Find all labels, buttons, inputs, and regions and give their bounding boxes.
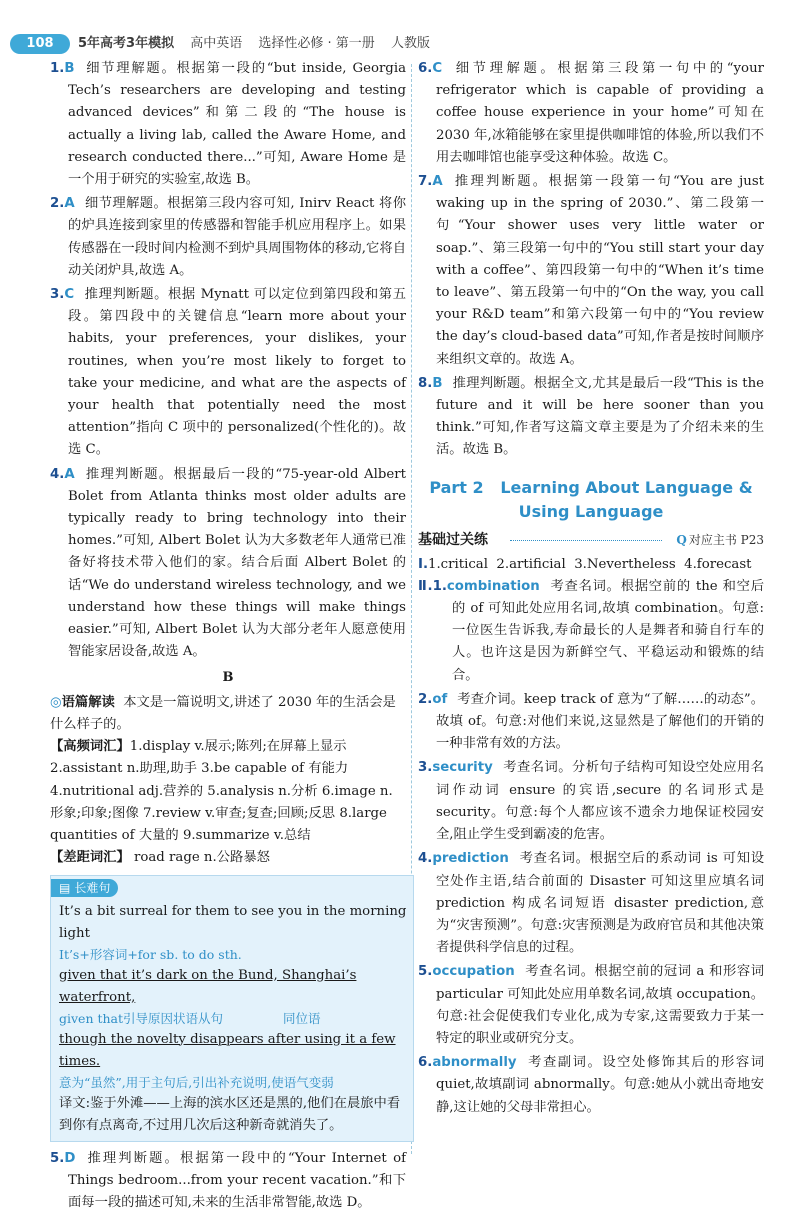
sentence-line-1: It’s a bit surreal for them to see you in the morning light — [59, 903, 407, 941]
page-header — [0, 30, 800, 58]
answer-1: 1.B 细节理解题。根据第一段的“but inside, Georgia Tech’s researchers are developing and testing advanced devices”和第二段的“The house is actually a living lab, called the Aware Home, and research conducted there...”可知, Aware Home 是一个用于研究的实验室,故选 B。 — [50, 61, 406, 188]
page-number: 108 — [10, 34, 70, 54]
sentence-line-2: given that it’s dark on the Bund, Shanghai’s waterfront, — [59, 967, 357, 1005]
edition: 人教版 — [390, 36, 430, 51]
sentence-note-2: given that引导原因状语从句 同位语 — [59, 1010, 321, 1026]
answer-4: 4.A 推理判断题。根据最后一段的“75-year-old Albert Bolet from Atlanta thinks most older adults are typically ready to bring technology into their homes.”可知, Albert Bolet 认为大多数老年人通常已准备好将技术带入他们的家。结合后面 Albert Bolet 的话“We do understand wireless technology, and we understand how these things will make things easier.”可知, Albert Bolet 认为大部分老年人愿意使用智能家居设备,故选 A。 — [50, 466, 406, 660]
fill-3: 3.security 考查名词。分析句子结构可知设空处应用名词作动词 ensure 的宾语,secure 的名词形式是 security。句意:每个人都应该不遗余力地保证校园安全,阻止学生受到霸凌的危害。 — [418, 760, 764, 843]
subject: 高中英语 — [190, 36, 243, 51]
basic-practice-label: 基础过关练 — [418, 531, 488, 548]
part-2-title: Part 2 Learning About Language & Using Language — [429, 477, 753, 521]
long-sentence-box — [50, 875, 414, 1142]
vocab-gap: 【差距词汇】 road rage n.公路暴怒 — [50, 850, 270, 866]
fill-2: 2.of 考查介词。keep track of 意为“了解……的动态”。故填 of。句意:对他们来说,这显然是了解他们的开销的一种非常有效的方法。 — [418, 691, 764, 752]
dotted-rule — [510, 540, 662, 541]
sentence-translation: 译文:鉴于外滩——上海的滨水区还是黑的,他们在晨旅中看到你有点离奇,不过用几次后这种新奇就消失了。 — [59, 1095, 401, 1133]
header-text — [78, 34, 442, 54]
fill-6: 6.abnormally 考查副词。设空处修饰其后的形容词 quiet,故填副词 abnormally。句意:她从小就出奇地安静,这让她的父母非常担心。 — [418, 1055, 764, 1115]
right-column — [418, 58, 764, 1121]
answer-8: 8.B 推理判断题。根据全文,尤其是最后一段“This is the future and it will be here sooner than you think.”可知,作者写这篇文章主要是为了介绍未来的生活。故选 B。 — [418, 375, 764, 458]
long-sentence-tag: ▤ 长难句 — [51, 879, 118, 897]
basic-practice-header — [418, 528, 764, 552]
vocab-high: 【高频词汇】1.display v.展示;陈列;在屏幕上显示 2.assistant n.助理,助手 3.be capable of 有能力 4.nutritional adj.营养的 5.analysis n.分析 6.image n.形象;印象;图像 7.review v.审查;复查;回顾;反思 8.large quantities of 大量的 9.summarize v.总结 — [50, 739, 393, 843]
volume: 选择性必修 · 第一册 — [258, 36, 375, 51]
section-roman-1: Ⅰ.1.critical 2.artificial 3.Nevertheless 4.forecast — [418, 556, 752, 572]
circle-icon: ◎ — [50, 694, 62, 710]
reference-note: Q 对应主书 P23 — [676, 532, 764, 547]
answer-2: 2.A 细节理解题。根据第三段内容可知, Inirv React 将你的炉具连接到家里的传感器和智能手机应用程序上。如果传感器在一段时间内检测不到炉具周围物体的移动,它将自动关闭炉具,故选 A。 — [50, 196, 406, 278]
sentence-note-3: 意为“虽然”,用于主句后,引出补充说明,使语气变弱 — [59, 1074, 334, 1090]
fill-1: Ⅱ.1.combination 考查名词。根据空前的 the 和空后的 of 可知此处应用名词,故填 combination。句意:一位医生告诉我,寿命最长的人是舞者和骑自行车的人。也许这是因为新鲜空气、平稳运动和锻炼的结合。 — [418, 578, 765, 683]
book-icon: ▤ — [59, 881, 71, 896]
magnifier-icon: Q — [676, 532, 687, 547]
fill-5: 5.occupation 考查名词。根据空前的冠词 a 和形容词 particular 可知此处应用单数名词,故填 occupation。句意:社会促使我们专业化,成为专家,这需要致力于某一特定的职业或研究分支。 — [418, 964, 764, 1046]
answer-6: 6.C 细节理解题。根据第三段第一句中的“your refrigerator which is capable of providing a coffee house experience in your home”可知在 2030 年,冰箱能够在家里提供咖啡馆的体验,所以我们不用去咖啡馆也能享受这种体验。故选 C。 — [418, 61, 764, 165]
book-title: 5年高考3年模拟 — [78, 36, 175, 51]
answer-7: 7.A 推理判断题。根据第一段第一句“You are just waking up in the spring of 2030.”、第二段第一句“Your shower uses very little water or soap.”、第三段第一句中的“You still start your day with a coffee”、第四段第一句中的“When it’s time to leave”、第五段第一句中的“On the way, you call your R&D team”和第六段第一句中的“You review the day’s cloud-based data”可知,作者是按时间顺序来组织文章的。故选 A。 — [418, 174, 764, 367]
reading-summary: ◎语篇解读 本文是一篇说明文,讲述了 2030 年的生活会是什么样子的。 — [50, 694, 396, 732]
answer-5: 5.D 推理判断题。根据第一段中的“Your Internet of Things bedroom...from your recent vacation.”和下面每一段的描述可知,未来的生活非常智能,故选 D。 — [50, 1150, 406, 1211]
section-b-heading: B — [222, 670, 234, 686]
left-column — [50, 58, 406, 1217]
answer-3: 3.C 推理判断题。根据 Mynatt 可以定位到第四段和第五段。第四段中的关键信息“learn more about your habits, your preferences, your dislikes, your routines, when you’re most likely to forget to take your medicine, and what are the aspects of your health that potentially need the most attention”指向 C 项中的 personalized(个性化的)。故选 C。 — [50, 287, 406, 458]
fill-4: 4.prediction 考查名词。根据空后的系动词 is 可知设空处作主语,结合前面的 Disaster 可知这里应填名词 prediction 构成名词短语 disaster prediction,意为“灾害预测”。句意:灾害预测是为政府官员和其他决策者提供科学信息的过程。 — [418, 851, 764, 956]
sentence-line-3: though the novelty disappears after using it a few times. — [59, 1031, 396, 1069]
sentence-note-1: It’s+形容词+for sb. to do sth. — [59, 946, 242, 962]
